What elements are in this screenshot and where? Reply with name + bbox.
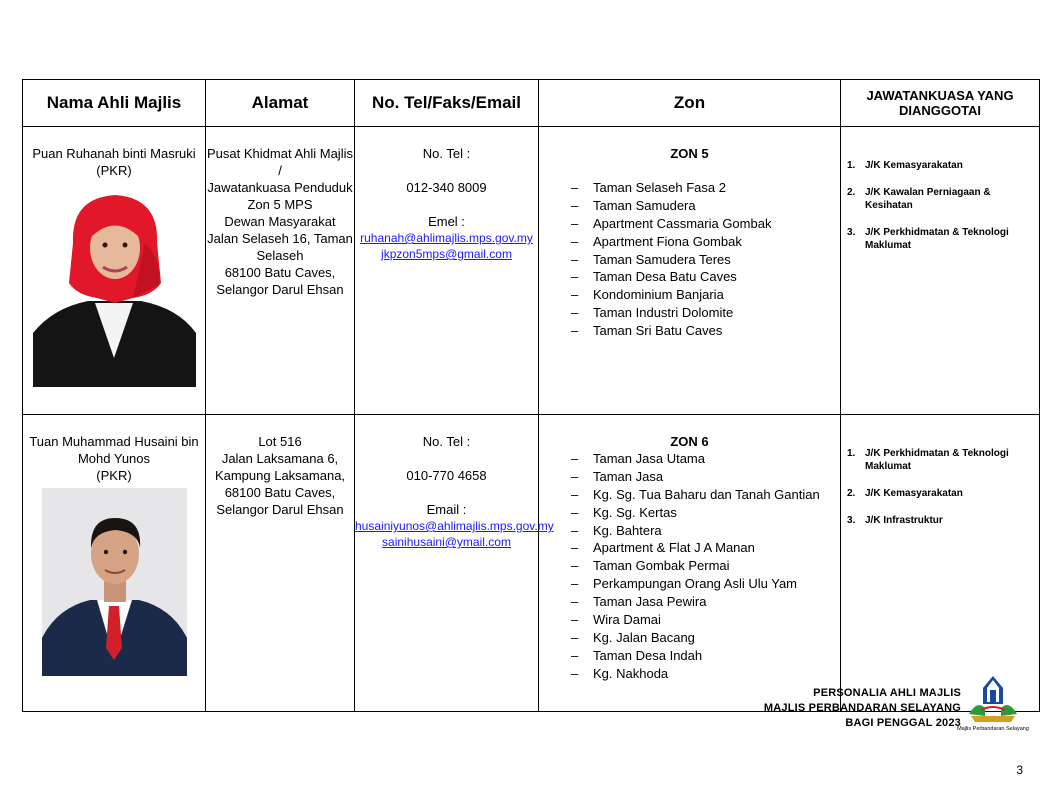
header-committee-line2: DIANGGOTAI — [898, 103, 982, 118]
member-zone-cell — [539, 415, 841, 712]
list-item — [847, 186, 1039, 212]
address-line: Jalan Selaseh 16, Taman — [207, 231, 353, 246]
list-item: – Taman Desa Indah — [571, 647, 840, 665]
tel-number: 012-340 8009 — [406, 180, 487, 195]
address-line: Dewan Masyarakat — [224, 214, 336, 229]
page-number: 3 — [1016, 763, 1023, 777]
list-item: – Taman Jasa — [571, 468, 840, 486]
list-item: – Kg. Nakhoda — [571, 665, 840, 683]
footer-line: MAJLIS PERBANDARAN SELAYANG — [763, 702, 961, 714]
list-item: – Taman Samudera Teres — [571, 251, 840, 269]
committee-list — [841, 447, 1039, 527]
list-item: – Taman Jasa Utama — [571, 450, 840, 468]
email-link[interactable]: jkpzon5mps@gmail.com — [381, 247, 512, 261]
committee-line: J/K Perkhidmatan & Teknologi — [865, 227, 1009, 238]
committee-line: J/K Perkhidmatan & Teknologi — [865, 448, 1009, 459]
table-row — [23, 415, 1040, 712]
email-label: Email : — [426, 502, 467, 517]
member-contact-cell — [355, 415, 554, 712]
list-item — [847, 514, 1039, 527]
list-item: – Kg. Bahtera — [571, 522, 840, 540]
list-item: – Taman Selaseh Fasa 2 — [571, 179, 840, 197]
list-item: – Kg. Sg. Tua Baharu dan Tanah Gantian — [571, 486, 840, 504]
committee-line: J/K Kemasyarakatan — [865, 160, 963, 171]
address-line: Selangor Darul Ehsan — [216, 502, 344, 517]
address-line: 68100 Batu Caves, — [224, 265, 336, 280]
header-address: Alamat — [206, 80, 355, 127]
zone-title: ZON 5 — [670, 146, 709, 161]
tel-label: No. Tel : — [422, 434, 471, 449]
list-item — [847, 447, 1039, 473]
committee-number: 1. — [847, 160, 856, 171]
email-link[interactable]: sainihusaini@ymail.com — [382, 535, 511, 549]
footer-line: BAGI PENGGAL 2023 — [845, 717, 961, 729]
header-row — [23, 80, 1040, 127]
address-line: Selaseh — [256, 248, 304, 263]
footer-title — [764, 686, 961, 731]
tel-label: No. Tel : — [422, 146, 471, 161]
member-address-cell — [206, 415, 355, 712]
committee-line: Maklumat — [865, 240, 912, 251]
address-line: Pusat Khidmat Ahli Majlis / — [207, 146, 353, 178]
committee-line: J/K Infrastruktur — [865, 515, 943, 526]
address-line: Lot 516 — [258, 434, 302, 449]
zone-title: ZON 6 — [670, 434, 709, 449]
address-line: Jawatankuasa Penduduk — [207, 180, 353, 195]
committee-line: J/K Kemasyarakatan — [865, 488, 963, 499]
address-line: Zon 5 MPS — [247, 197, 313, 212]
member-name: Tuan Muhammad Husaini bin — [29, 434, 199, 449]
member-address-cell — [206, 127, 355, 415]
committee-number: 2. — [847, 187, 856, 198]
list-item: – Taman Desa Batu Caves — [571, 268, 840, 286]
email-link[interactable]: ruhanah@ahlimajlis.mps.gov.my — [360, 231, 533, 245]
member-committee-cell — [841, 127, 1040, 415]
area-list — [539, 450, 840, 683]
committee-number: 1. — [847, 448, 856, 459]
member-photo — [42, 488, 187, 676]
member-zone-cell — [539, 127, 841, 415]
member-name-cell — [23, 415, 206, 712]
header-committee — [841, 80, 1040, 127]
list-item: – Taman Industri Dolomite — [571, 304, 840, 322]
member-contact-cell — [355, 127, 539, 415]
list-item: – Taman Gombak Permai — [571, 557, 840, 575]
member-photo — [33, 183, 196, 387]
list-item: – Kg. Sg. Kertas — [571, 504, 840, 522]
member-party: (PKR) — [96, 163, 132, 178]
list-item: – Apartment Fiona Gombak — [571, 233, 840, 251]
list-item — [847, 487, 1039, 500]
committee-line: J/K Kawalan Perniagaan & — [865, 187, 991, 198]
member-name: Mohd Yunos — [77, 451, 151, 466]
list-item — [847, 159, 1039, 172]
area-list — [539, 179, 840, 340]
list-item: – Apartment & Flat J A Manan — [571, 539, 840, 557]
member-party: (PKR) — [96, 468, 132, 483]
list-item: – Kondominium Banjaria — [571, 286, 840, 304]
email-link[interactable]: husainiyunos@ahlimajlis.mps.gov.my — [355, 519, 554, 533]
list-item: – Taman Sri Batu Caves — [571, 322, 840, 340]
email-label: Emel : — [428, 214, 465, 229]
member-name: Puan Ruhanah binti Masruki — [32, 146, 196, 161]
logo-text: Majlis Perbandaran Selayang — [957, 726, 1029, 732]
table-row — [23, 127, 1040, 415]
address-line: Jalan Laksamana 6, — [221, 451, 339, 466]
list-item: – Apartment Cassmaria Gombak — [571, 215, 840, 233]
committee-line: Kesihatan — [865, 200, 913, 211]
list-item: – Taman Jasa Pewira — [571, 593, 840, 611]
committee-line: Maklumat — [865, 461, 912, 472]
address-line: Selangor Darul Ehsan — [216, 282, 344, 297]
footer-line: PERSONALIA AHLI MAJLIS — [813, 687, 961, 699]
committee-number: 3. — [847, 227, 856, 238]
committee-number: 3. — [847, 515, 856, 526]
list-item: – Wira Damai — [571, 611, 840, 629]
header-contact: No. Tel/Faks/Email — [355, 80, 539, 127]
mps-logo-icon — [957, 674, 1029, 734]
list-item — [847, 226, 1039, 252]
header-committee-line1: JAWATANKUASA YANG — [866, 88, 1014, 103]
address-line: 68100 Batu Caves, — [224, 485, 336, 500]
header-zone: Zon — [539, 80, 841, 127]
committee-number: 2. — [847, 488, 856, 499]
member-committee-cell — [841, 415, 1040, 712]
council-members-table — [22, 79, 1040, 712]
tel-number: 010-770 4658 — [406, 468, 487, 483]
member-name-cell — [23, 127, 206, 415]
header-name: Nama Ahli Majlis — [23, 80, 206, 127]
address-line: Kampung Laksamana, — [214, 468, 346, 483]
list-item: – Taman Samudera — [571, 197, 840, 215]
list-item: – Kg. Jalan Bacang — [571, 629, 840, 647]
committee-list — [841, 159, 1039, 252]
list-item: – Perkampungan Orang Asli Ulu Yam — [571, 575, 840, 593]
